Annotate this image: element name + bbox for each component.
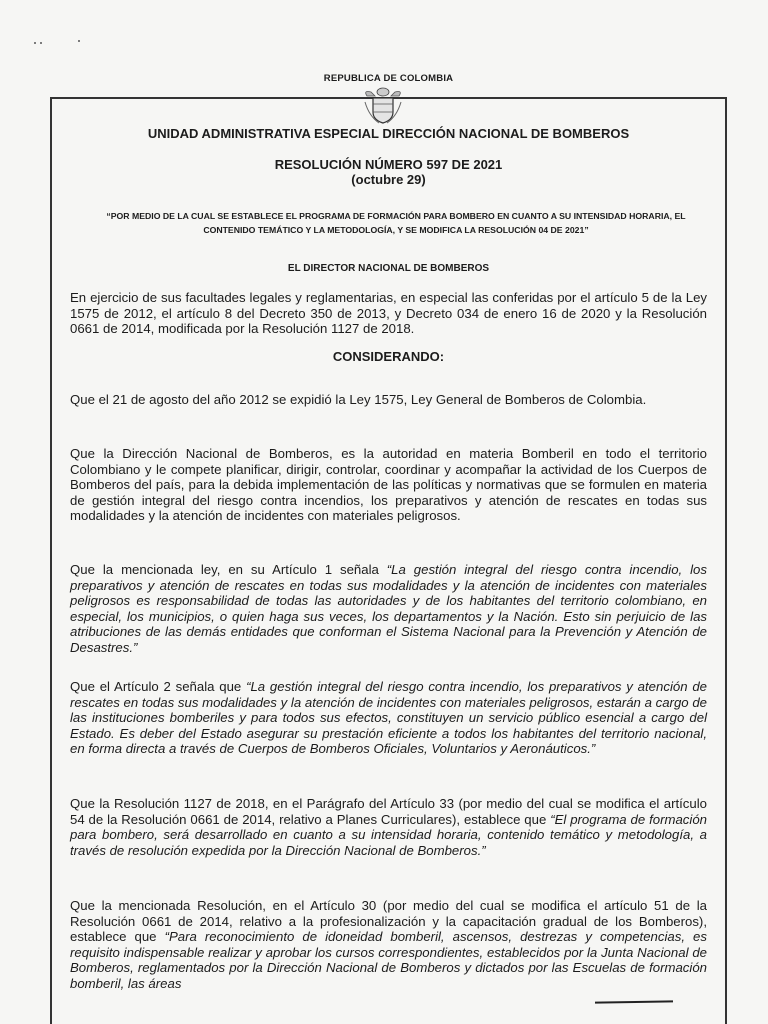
paragraph-4: [70, 679, 707, 757]
republic-heading: REPUBLICA DE COLOMBIA: [323, 73, 454, 84]
paragraph-6: [70, 898, 707, 992]
page-border-right: [725, 97, 727, 1024]
paragraph-6-lead: Que la mencionada Resolución, en el Artículo 30 (por medio del cual se modifica el artículo 51 de la Resolución 0661 de 2014, relativo a la profesionalización y la capacitación gradual de los Bomberos), establece que: [70, 898, 707, 945]
scan-speck: [78, 40, 80, 42]
scan-speck: [34, 42, 36, 44]
paragraph-6-quote: “Para reconocimiento de idoneidad bomberil, ascensos, destrezas y competencias, es requisito indispensable realizar y aprobar los cursos correspondientes, establecidos por la Junta Nacional de Bomberos, reglamentados por la Dirección Nacional de Bomberos y dictados por las Escuelas de formación bomberil, las áreas: [70, 929, 707, 991]
paragraph-3-lead: Que la mencionada ley, en su Artículo 1 señala: [70, 562, 387, 577]
paragraph-1: Que el 21 de agosto del año 2012 se expidió la Ley 1575, Ley General de Bomberos de Colombia.: [70, 392, 647, 407]
paragraph-5-quote: “El programa de formación para bombero, será desarrollado en cuanto a su intensidad horaria, contenido temático y metodología, a través de resolución expedida por la Dirección Nacional de Bomberos.”: [70, 811, 707, 858]
scan-speck: [40, 42, 42, 44]
paragraph-4-lead: Que el Artículo 2 señala que: [70, 679, 247, 694]
coat-of-arms-icon: [361, 86, 405, 126]
page-border-left: [50, 97, 52, 1024]
agency-name: UNIDAD ADMINISTRATIVA ESPECIAL DIRECCIÓN NACIONAL DE BOMBEROS: [147, 126, 630, 141]
resolution-date: (octubre 29): [351, 172, 426, 187]
signatory-heading: EL DIRECTOR NACIONAL DE BOMBEROS: [287, 263, 490, 274]
intro-paragraph: En ejercicio de sus facultades legales y reglamentarias, en especial las conferidas por el artículo 5 de la Ley 1575 de 2012, el artículo 8 del Decreto 350 de 2013, y Decreto 034 de enero 16 de 2020 y la Resolución 0661 de 2014, modificada por la Resolución 1127 de 2018.: [70, 290, 707, 337]
paragraph-4-quote: “La gestión integral del riesgo contra incendio, los preparativos y atención de rescates en todas sus modalidades y la atención de incidentes con materiales peligrosos, estarán a cargo de las instituciones bomberiles y para todos sus efectos, constituyen un servicio público esencial a cargo del Estado. Es deber del Estado asegurar su prestación eficiente a todos los habitantes del territorio nacional, en forma directa a través de Cuerpos de Bomberos Oficiales, Voluntarios y Aeronáuticos.”: [70, 679, 707, 757]
resolution-number: RESOLUCIÓN NÚMERO 597 DE 2021: [274, 157, 503, 172]
signature-stroke: [595, 1000, 673, 1003]
resolution-subject: “POR MEDIO DE LA CUAL SE ESTABLECE EL PROGRAMA DE FORMACIÓN PARA BOMBERO EN CUANTO A SU INTENSIDAD HORARIA, EL CONTENIDO TEMÁTICO Y LA METODOLOGÍA, Y SE MODIFICA LA RESOLUCIÓN 04 DE 2021”: [106, 211, 686, 235]
paragraph-2: Que la Dirección Nacional de Bomberos, es la autoridad en materia Bomberil en todo el territorio Colombiano y le compete planificar, dirigir, controlar, coordinar y acompañar la actividad de los Cuerpos de Bomberos del país, para la debida implementación de las políticas y normativas que se formulen en materia de gestión integral del riesgo contra incendios, los preparativos y atención de rescates en todas sus modalidades y la atención de incidentes con materiales peligrosos.: [70, 446, 707, 524]
paragraph-5-lead: Que la Resolución 1127 de 2018, en el Parágrafo del Artículo 33 (por medio del cual se modifica el artículo 54 de la Resolución 0661 de 2014, relativo a Planes Curriculares), establece que: [70, 796, 707, 827]
paragraph-5: [70, 796, 707, 858]
paragraph-3-quote: “La gestión integral del riesgo contra incendio, los preparativos y atención de rescates en todas sus modalidades y la atención de incidentes con materiales peligrosos es responsabilidad de todas las autoridades y de los habitantes del territorio colombiano, en especial, los municipios, o quien haga sus veces, los departamentos y la Nación. Esto sin perjuicio de las atribuciones de las demás entidades que conforman el Sistema Nacional para la Prevención y Atención de Desastres.”: [70, 562, 707, 655]
paragraph-3: [70, 562, 707, 656]
considerando-heading: CONSIDERANDO:: [332, 349, 445, 364]
